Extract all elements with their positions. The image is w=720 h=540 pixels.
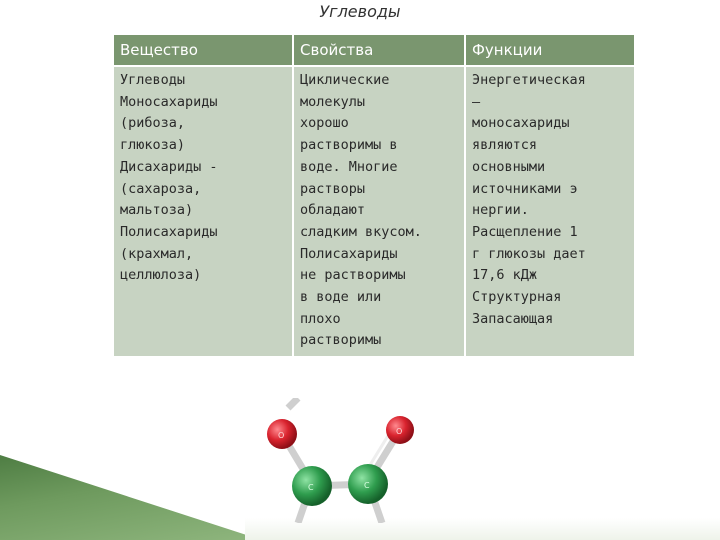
atom-label: C [308, 483, 314, 492]
atom-label: O [396, 427, 403, 436]
decorative-green-band [0, 455, 265, 540]
header-functions: Функции [465, 34, 635, 66]
table-header-row [113, 34, 635, 66]
atom-label: O [278, 431, 285, 440]
slide-title: Углеводы [319, 2, 401, 21]
header-substance: Вещество [113, 34, 293, 66]
header-properties: Свойства [293, 34, 465, 66]
atom-label: C [364, 481, 370, 490]
molecule-model-image [250, 398, 430, 523]
table-row [113, 66, 635, 357]
carbohydrates-table [112, 33, 636, 358]
molecule-bonds [282, 398, 403, 523]
cell-substance: Углеводы Моносахариды (рибоза, глюкоза) Дисахариды - (сахароза, мальтоза) Полисахариды (крахмал, целлюлоза) [113, 66, 293, 357]
cell-functions: Энергетическая – моносахариды являются основными источниками э нергии. Расщепление 1 г глюкозы дает 17,6 кДж Структурная Запасающая [465, 66, 635, 357]
cell-properties: Циклические молекулы хорошо растворимы в воде. Многие растворы обладают сладким вкусом. Полисахариды не растворимы в воде или плохо растворимы [293, 66, 465, 357]
